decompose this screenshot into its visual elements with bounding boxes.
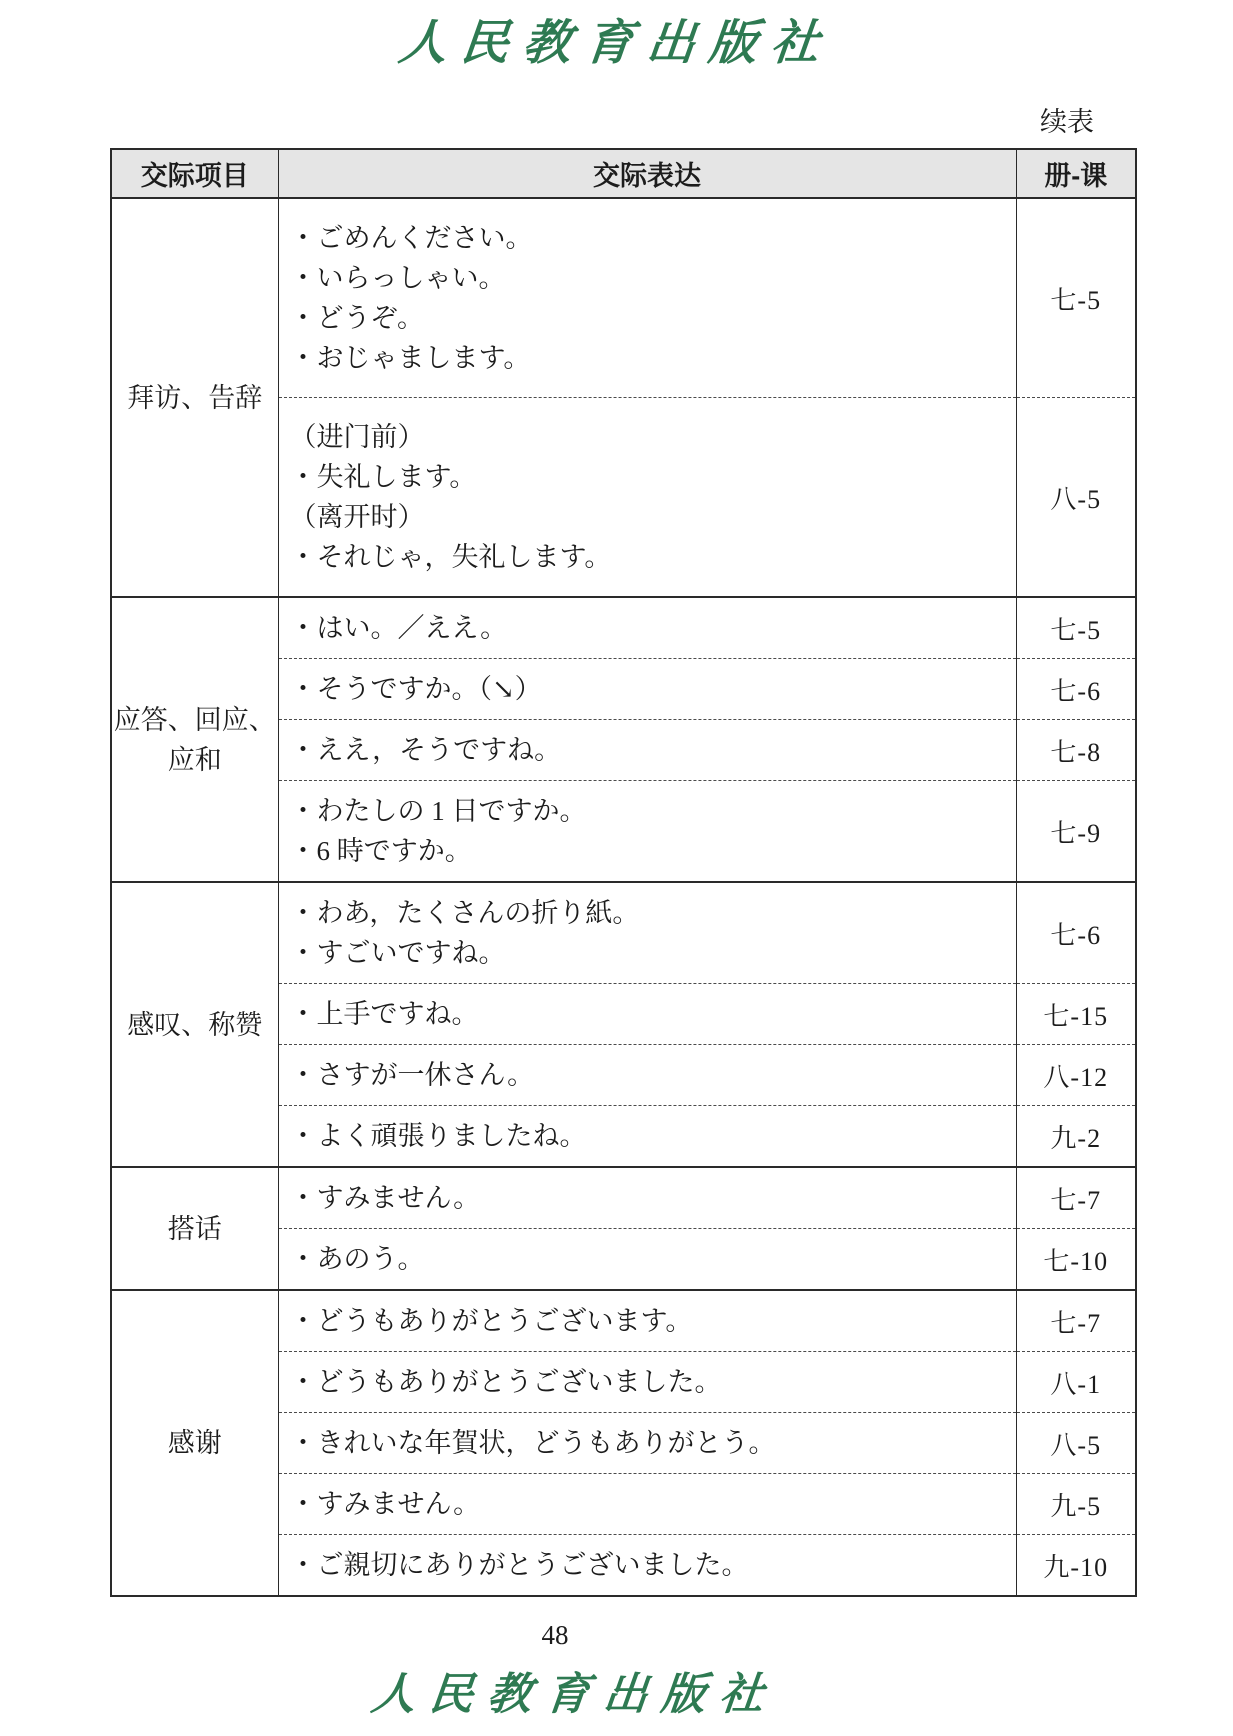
expression-cell	[278, 198, 1016, 398]
volume-lesson-cell: 七-15	[1016, 984, 1136, 1045]
expression-cell	[278, 1045, 1016, 1106]
volume-lesson-cell: 八-5	[1016, 1413, 1136, 1474]
expression-line: ・ご親切にありがとうございました。	[289, 1550, 749, 1580]
expression-line: ・わあ，たくさんの折り紙。	[289, 898, 640, 928]
volume-lesson-cell: 八-12	[1016, 1045, 1136, 1106]
volume-lesson-cell: 八-5	[1016, 398, 1136, 598]
expression-line: ・あのう。	[289, 1244, 425, 1274]
volume-lesson-cell: 七-8	[1016, 720, 1136, 781]
volume-lesson-cell: 九-5	[1016, 1474, 1136, 1535]
header-volume-lesson: 册-课	[1016, 149, 1136, 198]
volume-lesson-cell: 七-6	[1016, 659, 1136, 720]
volume-lesson-cell: 七-5	[1016, 198, 1136, 398]
expression-cell	[278, 781, 1016, 883]
volume-lesson-cell: 九-10	[1016, 1535, 1136, 1597]
expression-line: ・ごめんください。	[289, 223, 533, 253]
expression-line: ・失礼します。	[289, 462, 477, 492]
expression-line: ・6 時ですか。	[289, 836, 472, 866]
expression-cell	[278, 1106, 1016, 1168]
expression-line: ・はい。／ええ。	[289, 613, 508, 643]
expression-line: ・どうもありがとうございました。	[289, 1367, 722, 1397]
category-label: 搭话	[167, 1213, 222, 1244]
expression-line: ・すごいですね。	[289, 938, 506, 968]
expression-cell	[278, 1474, 1016, 1535]
expression-line: ・おじゃまします。	[289, 343, 531, 373]
expression-line: ・どうぞ。	[289, 303, 424, 333]
category-label: 拜访、告辞	[127, 382, 263, 413]
page-number: 48	[541, 1620, 569, 1650]
expression-cell	[278, 984, 1016, 1045]
expression-cell	[278, 1290, 1016, 1352]
expression-cell	[278, 882, 1016, 984]
expression-line: （进门前）	[289, 422, 425, 452]
expression-line: ・すみません。	[289, 1489, 481, 1519]
publisher-logo-top: 人民教育出版社	[396, 17, 836, 70]
volume-lesson-cell: 七-7	[1016, 1290, 1136, 1352]
category-cell	[111, 597, 278, 882]
expression-cell	[278, 1229, 1016, 1291]
expression-line: ・ええ，そうですね。	[289, 735, 562, 765]
expression-cell	[278, 1352, 1016, 1413]
publisher-logo-bottom: 人民教育出版社	[368, 1670, 781, 1719]
expression-cell	[278, 1413, 1016, 1474]
expression-line: ・上手ですね。	[289, 999, 479, 1029]
expression-line: ・きれいな年賀状，どうもありがとう。	[289, 1428, 776, 1458]
expression-cell	[278, 398, 1016, 598]
category-cell	[111, 198, 278, 597]
category-label: 应答、回应、	[113, 704, 276, 735]
volume-lesson-cell: 七-6	[1016, 882, 1136, 984]
category-cell	[111, 1167, 278, 1290]
communication-table	[110, 148, 1137, 1597]
volume-lesson-cell: 七-9	[1016, 781, 1136, 883]
expression-line: （离开时）	[289, 502, 425, 532]
header-expression: 交际表达	[278, 149, 1016, 198]
expression-line: ・よく頑張りましたね。	[289, 1121, 587, 1151]
table-row	[111, 198, 1136, 398]
expression-line: ・どうもありがとうございます。	[289, 1306, 693, 1336]
category-cell	[111, 882, 278, 1167]
expression-line: ・すみません。	[289, 1183, 481, 1213]
expression-line: ・そうですか。（↘）	[289, 674, 542, 704]
volume-lesson-cell: 七-10	[1016, 1229, 1136, 1291]
expression-line: ・それじゃ，失礼します。	[289, 542, 612, 572]
expression-cell	[278, 1535, 1016, 1597]
volume-lesson-cell: 八-1	[1016, 1352, 1136, 1413]
expression-line: ・いらっしゃい。	[289, 263, 506, 293]
category-label: 应和	[167, 744, 222, 775]
volume-lesson-cell: 七-5	[1016, 597, 1136, 659]
volume-lesson-cell: 九-2	[1016, 1106, 1136, 1168]
table-row	[111, 1290, 1136, 1352]
continued-table-label: 续表	[1040, 107, 1094, 137]
category-cell	[111, 1290, 278, 1596]
category-label: 感叹、称赞	[127, 1009, 263, 1040]
table-row	[111, 1167, 1136, 1229]
expression-cell	[278, 1167, 1016, 1229]
header-category: 交际项目	[111, 149, 278, 198]
table-row	[111, 597, 1136, 659]
volume-lesson-cell: 七-7	[1016, 1167, 1136, 1229]
comm-table-body	[111, 198, 1136, 1596]
expression-line: ・わたしの 1 日ですか。	[289, 796, 587, 826]
category-label: 感谢	[167, 1428, 222, 1458]
expression-cell	[278, 597, 1016, 659]
expression-cell	[278, 720, 1016, 781]
expression-cell	[278, 659, 1016, 720]
table-header-row	[111, 149, 1136, 198]
table-row	[111, 882, 1136, 984]
expression-line: ・さすが一休さん。	[289, 1060, 535, 1090]
